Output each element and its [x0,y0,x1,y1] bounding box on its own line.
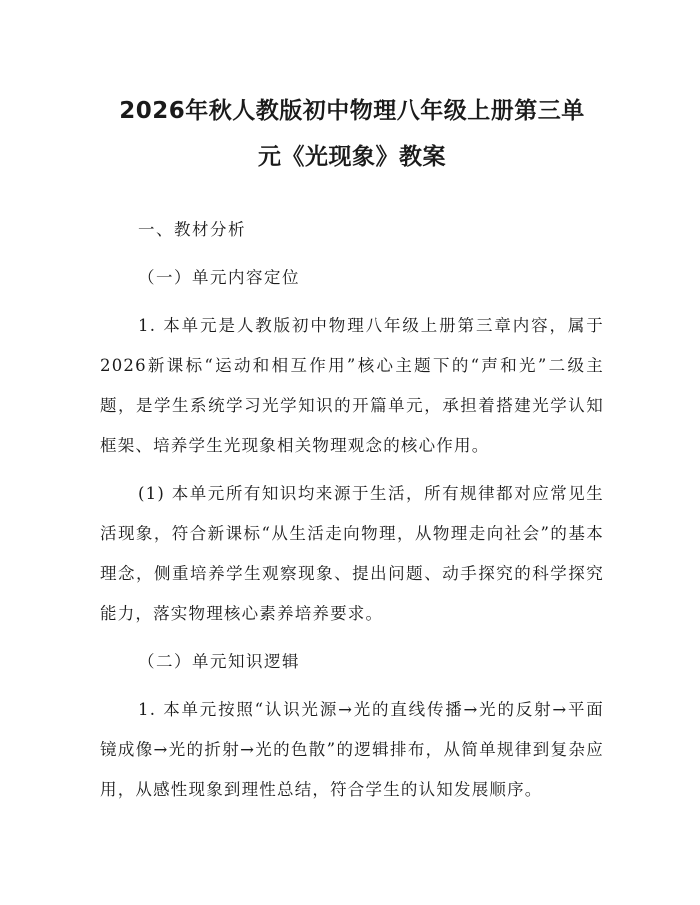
paragraph-knowledge-logic: 1. 本单元按照“认识光源→光的直线传播→光的反射→平面镜成像→光的折射→光的色散”的逻辑排布，从简单规律到复杂应用，从感性现象到理性总结，符合学生的认知发展顺序。 [100,700,604,799]
subsection-heading-unit-positioning: （一）单元内容定位 [138,268,300,287]
title-line-1: 2026年秋人教版初中物理八年级上册第三单 [119,98,585,124]
subsection-heading-knowledge-logic: （二）单元知识逻辑 [138,652,300,671]
section-heading-textbook-analysis: 一、教材分析 [138,220,246,239]
paragraph-life-connection: (1) 本单元所有知识均来源于生活，所有规律都对应常见生活现象，符合新课标“从生活走向物理，从物理走向社会”的基本理念，侧重培养学生观察现象、提出问题、动手探究的科学探究能力，落实物理核心素养培养要求。 [100,484,604,623]
title-line-2: 元《光现象》教案 [258,144,446,170]
document-title [100,88,604,180]
paragraph-unit-positioning: 1. 本单元是人教版初中物理八年级上册第三章内容，属于2026新课标“运动和相互作用”核心主题下的“声和光”二级主题，是学生系统学习光学知识的开篇单元，承担着搭建光学认知框架、培养学生光现象相关物理观念的核心作用。 [100,316,604,455]
